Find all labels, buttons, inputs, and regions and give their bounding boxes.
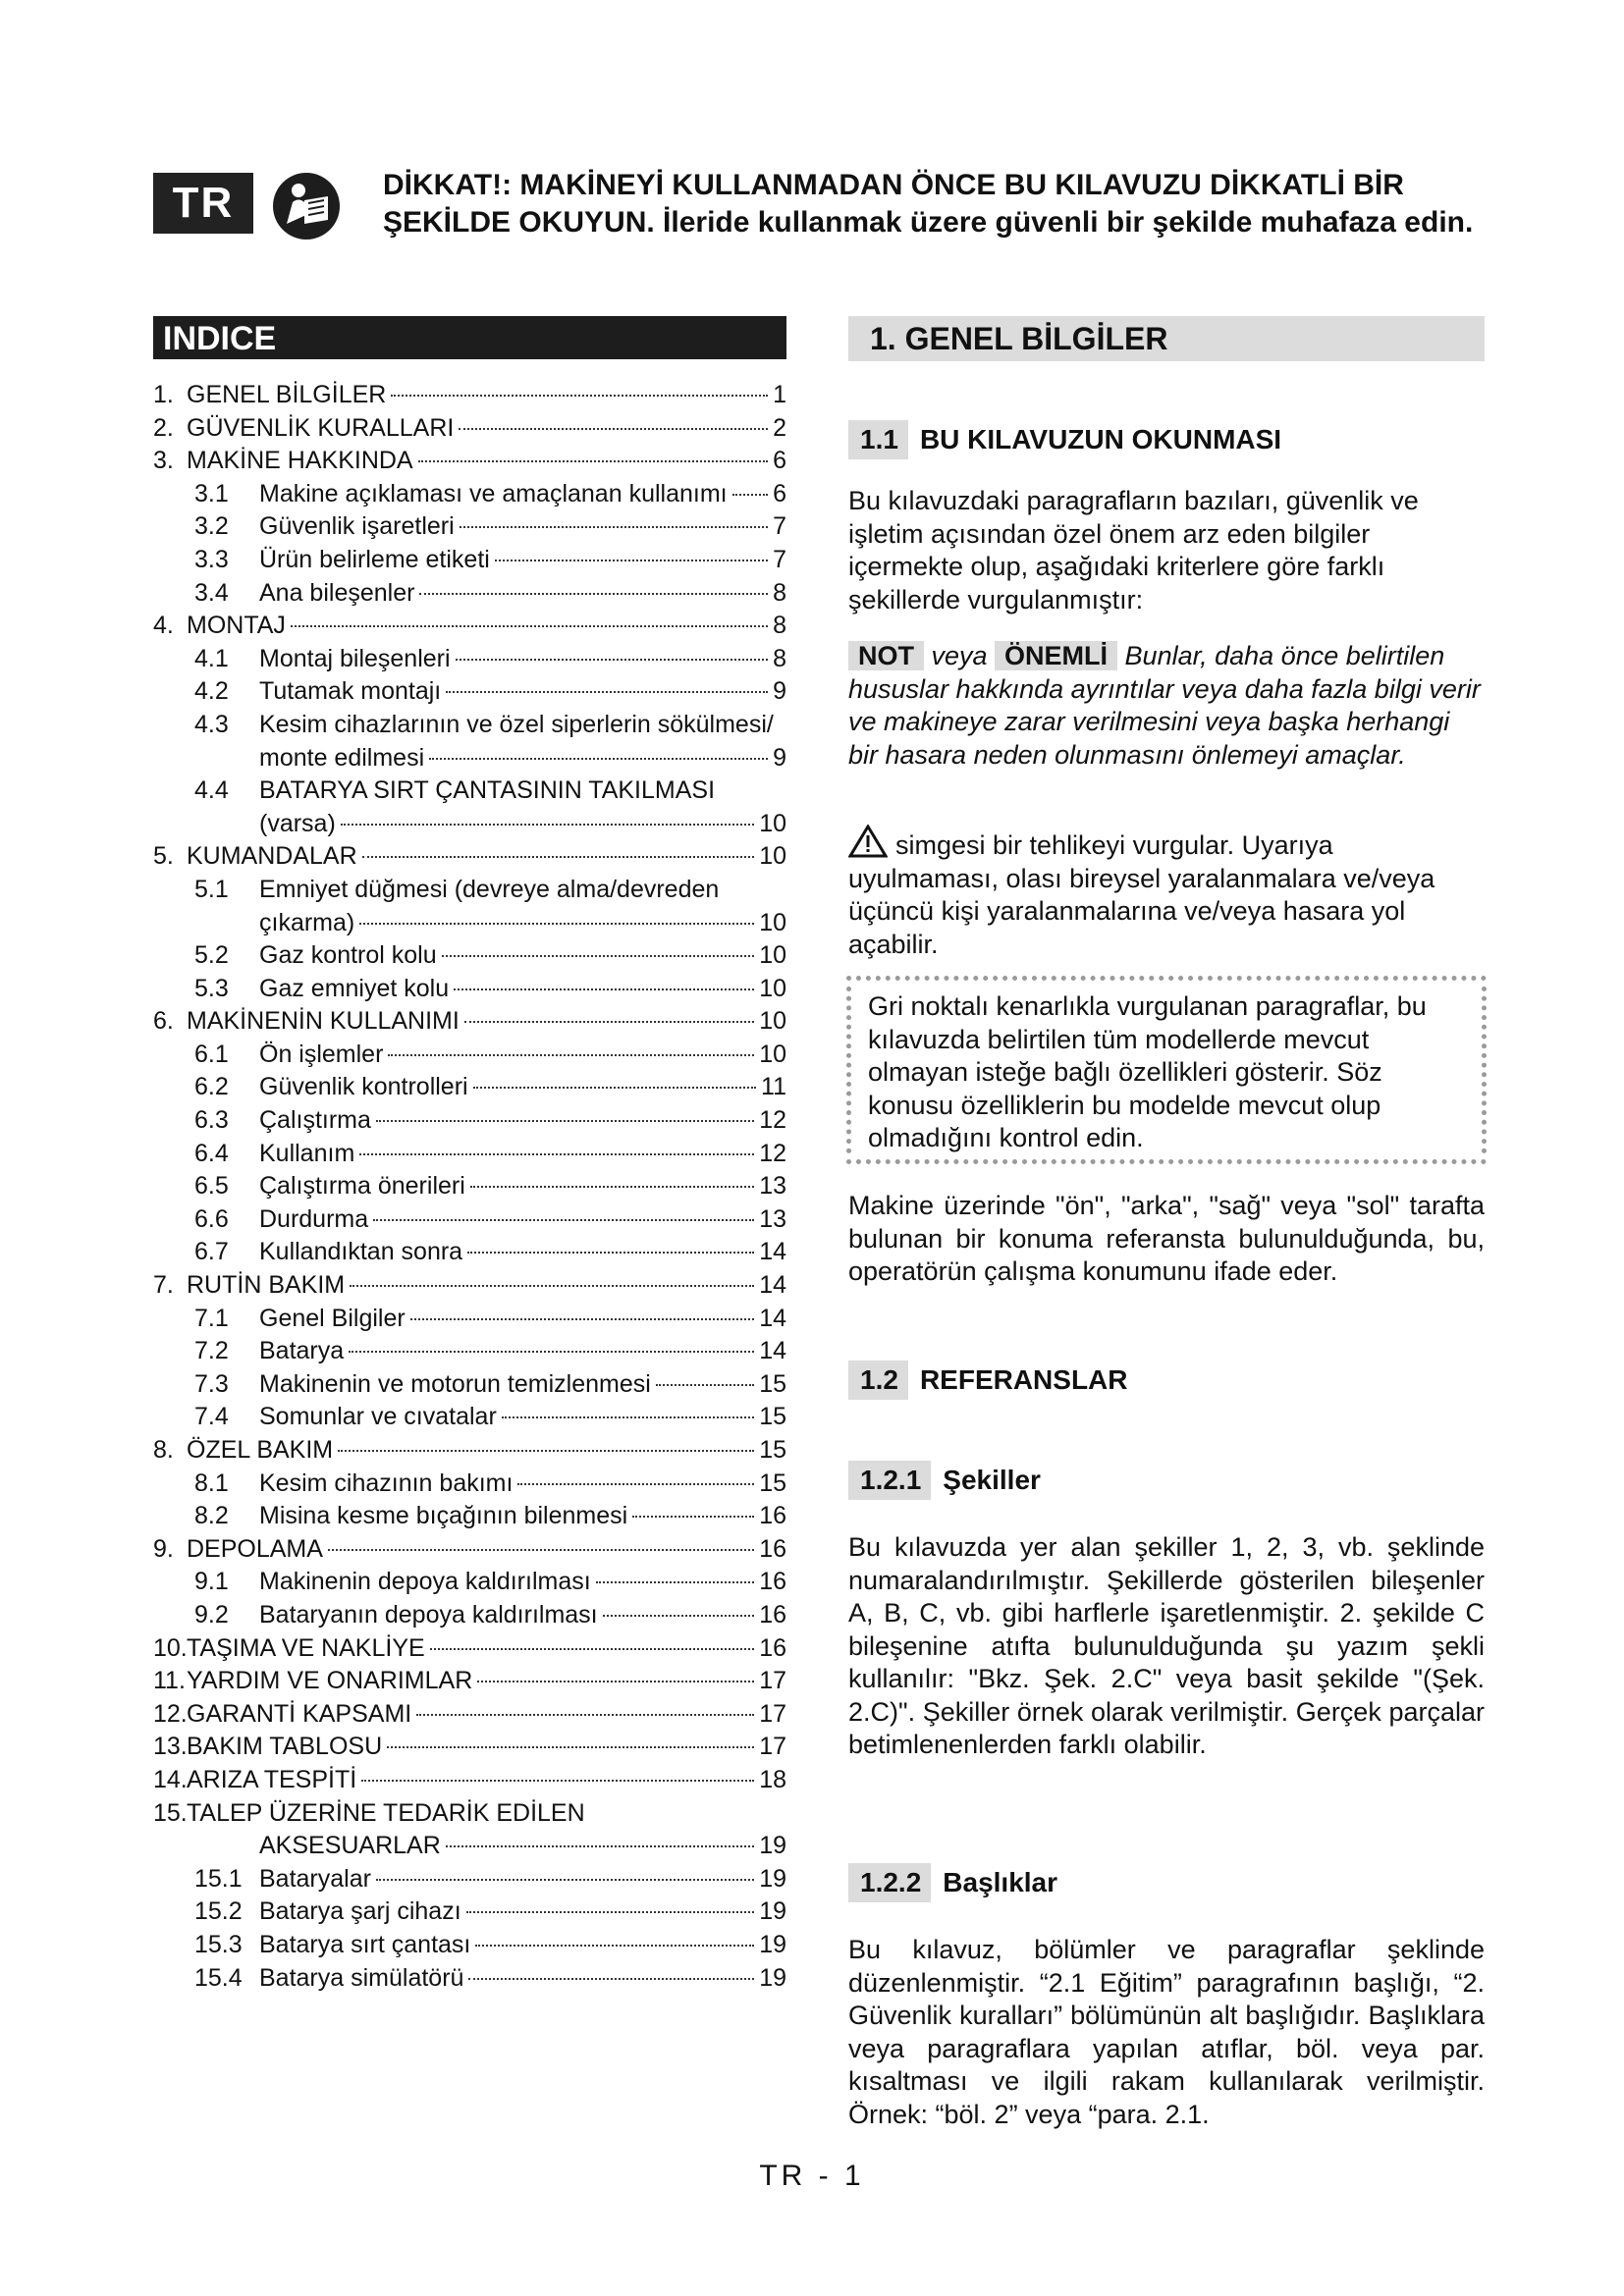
toc-entry bbox=[153, 1170, 786, 1203]
toc-entry-page: 15 bbox=[759, 1436, 786, 1464]
toc-entry bbox=[153, 1335, 786, 1368]
toc-entry-page: 10 bbox=[759, 809, 786, 837]
toc-entry-page: 17 bbox=[759, 1667, 786, 1695]
toc-leader-dots bbox=[338, 1450, 754, 1452]
toc-entry-number: 5.3 bbox=[194, 974, 229, 1002]
toc-entry-number: 4.3 bbox=[194, 710, 229, 738]
subsection-1-1-heading: 1.1 BU KILAVUZUN OKUNMASI bbox=[848, 420, 1281, 459]
toc-entry-title: Batarya sırt çantası bbox=[259, 1930, 471, 1958]
toc-entry-page: 8 bbox=[773, 644, 786, 672]
toc-entry bbox=[153, 1698, 786, 1732]
toc-entry-number: 7.4 bbox=[194, 1403, 229, 1431]
toc-leader-dots bbox=[517, 1483, 754, 1485]
toc-entry-number: 13. bbox=[153, 1733, 188, 1761]
toc-entry bbox=[153, 1203, 786, 1237]
toc-leader-dots bbox=[464, 1021, 754, 1023]
toc-entry bbox=[153, 907, 786, 940]
toc-entry-page: 19 bbox=[759, 1832, 786, 1860]
toc-entry bbox=[153, 1236, 786, 1269]
toc-entry-title: Somunlar ve cıvatalar bbox=[259, 1403, 497, 1431]
toc-entry bbox=[153, 1929, 786, 1962]
toc-entry-page: 17 bbox=[759, 1699, 786, 1728]
toc-entry-page: 13 bbox=[759, 1172, 786, 1201]
toc-leader-dots bbox=[361, 1780, 754, 1782]
toc-entry bbox=[153, 1138, 786, 1171]
toc-leader-dots bbox=[362, 856, 755, 858]
toc-leader-dots bbox=[391, 395, 768, 397]
toc-entry-title: Makine açıklaması ve amaçlanan kullanımı bbox=[259, 479, 728, 507]
toc-entry-page: 10 bbox=[759, 974, 786, 1002]
toc-entry-number: 11. bbox=[153, 1667, 186, 1695]
toc-entry-page: 1 bbox=[773, 381, 786, 408]
toc-entry-page: 10 bbox=[759, 842, 786, 871]
toc-entry bbox=[153, 1797, 786, 1831]
toc-entry bbox=[153, 1566, 786, 1599]
toc-entry-number: 15.3 bbox=[194, 1930, 243, 1958]
toc-entry bbox=[153, 874, 786, 907]
toc-leader-dots bbox=[502, 1416, 754, 1418]
toc-entry-title: Genel Bilgiler bbox=[259, 1304, 406, 1332]
toc-entry bbox=[153, 1468, 786, 1501]
toc-entry-title: ÖZEL BAKIM bbox=[187, 1436, 334, 1464]
toc-leader-dots bbox=[454, 988, 754, 990]
toc-entry bbox=[153, 478, 786, 511]
toc-entry-number: 6.7 bbox=[194, 1238, 229, 1266]
toc-entry-number: 6.4 bbox=[194, 1139, 229, 1167]
toc-entry-page: 8 bbox=[773, 578, 786, 607]
toc-entry-title: Makinenin depoya kaldırılması bbox=[259, 1568, 591, 1596]
toc-entry-number: 2. bbox=[153, 413, 174, 442]
toc-entry-title: Kullanım bbox=[259, 1139, 355, 1167]
toc-entry-number: 6.3 bbox=[194, 1106, 229, 1135]
optional-feature-text: Gri noktalı kenarlıkla vurgulanan paragraflar, bu kılavuzda belirtilen tüm modellerde mevcut olmayan isteğe bağlı özellikleri gösterir. Söz konusu özelliklerin bu modelde mevcut olup olmadığını kontrol edin. bbox=[868, 991, 1427, 1152]
toc-entry bbox=[153, 1269, 786, 1303]
toc-entry-title: Batarya şarj cihazı bbox=[259, 1897, 461, 1926]
toc-leader-dots bbox=[466, 1911, 755, 1913]
toc-entry-number: 15.1 bbox=[194, 1864, 243, 1893]
toc-entry bbox=[153, 1764, 786, 1797]
toc-entry bbox=[153, 1434, 786, 1468]
toc-entry-title: RUTİN BAKIM bbox=[187, 1271, 346, 1300]
toc-leader-dots bbox=[291, 625, 768, 627]
toc-entry bbox=[153, 1500, 786, 1533]
toc-entry-number: 4. bbox=[153, 612, 174, 640]
toc-entry-page: 15 bbox=[759, 1403, 786, 1431]
toc-leader-dots bbox=[477, 1681, 754, 1682]
toc-entry bbox=[153, 1368, 786, 1402]
toc-entry bbox=[153, 1830, 786, 1863]
section-title: 1. GENEL BİLGİLER bbox=[848, 316, 1485, 361]
toc-entry bbox=[153, 1896, 786, 1929]
page-number: TR - 1 bbox=[759, 2160, 865, 2192]
toc-entry-page: 8 bbox=[773, 612, 786, 640]
intro-paragraph: Bu kılavuzdaki paragrafların bazıları, güvenlik ve işletim açısından özel önem arz eden bilgiler içermekte olup, aşağıdaki kriterlere göre farklı şekillerde vurgulanmıştır: bbox=[848, 486, 1419, 614]
toc-entry-page: 16 bbox=[759, 1633, 786, 1662]
toc-entry-number: 3.1 bbox=[194, 479, 229, 507]
toc-entry bbox=[153, 742, 786, 775]
toc-entry-page: 17 bbox=[759, 1733, 786, 1761]
toc-leader-dots bbox=[442, 955, 755, 957]
toc-entry-title: BAKIM TABLOSU bbox=[187, 1733, 383, 1761]
toc-entry bbox=[153, 774, 786, 808]
toc-entry bbox=[153, 379, 786, 412]
toc-entry-number: 3.4 bbox=[194, 578, 229, 607]
toc-entry-title: Kullandıktan sonra bbox=[259, 1238, 463, 1266]
toc-leader-dots bbox=[467, 1252, 754, 1254]
toc-entry-number: 7.2 bbox=[194, 1337, 229, 1365]
toc-entry bbox=[153, 1401, 786, 1434]
toc-entry-page: 16 bbox=[759, 1568, 786, 1596]
toc-entry-page: 15 bbox=[759, 1369, 786, 1398]
toc-entry-title: TALEP ÜZERİNE TEDARİK EDİLEN bbox=[187, 1798, 585, 1827]
toc-entry-title: Güvenlik kontrolleri bbox=[259, 1073, 468, 1101]
toc-entry-number: 5.1 bbox=[194, 875, 229, 903]
toc-entry bbox=[153, 1731, 786, 1764]
toc-entry-title: (varsa) bbox=[259, 809, 336, 837]
toc-entry bbox=[153, 1533, 786, 1567]
toc-leader-dots bbox=[495, 560, 768, 561]
toc-entry-number: 15.4 bbox=[194, 1963, 243, 1992]
toc-entry-title: BATARYA SIRT ÇANTASININ TAKILMASI bbox=[259, 776, 716, 805]
toc-entry bbox=[153, 973, 786, 1006]
toc-entry-page: 14 bbox=[759, 1304, 786, 1332]
toc-entry-page: 19 bbox=[759, 1864, 786, 1893]
warning-paragraph: simgesi bir tehlikeyi vurgular. Uyarıya uyulmaması, olası bireysel yaralanmalara ve/veya üçüncü kişi yaralanmalarına ve/veya hasara yol açabilir. bbox=[848, 825, 1485, 961]
header-warning: DİKKAT!: MAKİNEYİ KULLANMADAN ÖNCE BU KILAVUZU DİKKATLİ BİR ŞEKİLDE OKUYUN. İleride kullanmak üzere güvenli bir şekilde muhafaza edin. bbox=[383, 169, 1474, 239]
toc-leader-dots bbox=[470, 1186, 754, 1188]
toc-leader-dots bbox=[446, 1845, 754, 1847]
toc-entry-number: 3. bbox=[153, 447, 174, 475]
toc-entry-title: Tutamak montajı bbox=[259, 677, 442, 706]
toc-leader-dots bbox=[341, 824, 754, 826]
toc-leader-dots bbox=[603, 1615, 755, 1617]
toc-entry-title: Gaz kontrol kolu bbox=[259, 941, 437, 970]
toc-leader-dots bbox=[459, 428, 768, 430]
toc-entry-title: çıkarma) bbox=[259, 908, 355, 936]
warning-triangle-icon bbox=[848, 825, 888, 858]
toc-entry bbox=[153, 544, 786, 577]
toc-entry-title: Ön işlemler bbox=[259, 1040, 384, 1068]
toc-entry-title: KUMANDALAR bbox=[187, 842, 357, 871]
toc-leader-dots bbox=[468, 1978, 754, 1980]
toc-entry-page: 19 bbox=[759, 1897, 786, 1926]
toc-entry-title: Bataryalar bbox=[259, 1864, 371, 1893]
toc-entry-title: monte edilmesi bbox=[259, 743, 425, 772]
subsection-1-2-1-heading: 1.2.1 Şekiller bbox=[848, 1461, 1041, 1500]
toc-leader-dots bbox=[429, 758, 768, 760]
toc-leader-dots bbox=[656, 1384, 754, 1386]
toc-entry-number: 7. bbox=[153, 1271, 174, 1300]
toc-entry-page: 16 bbox=[759, 1502, 786, 1530]
toc-leader-dots bbox=[632, 1516, 754, 1518]
toc-entry bbox=[153, 840, 786, 874]
toc-leader-dots bbox=[596, 1581, 755, 1583]
toc-entry-page: 9 bbox=[773, 677, 786, 706]
toc-entry-title: Emniyet düğmesi (devreye alma/devreden bbox=[259, 875, 720, 903]
toc-entry-title: AKSESUARLAR bbox=[259, 1832, 441, 1860]
toc-entry-page: 14 bbox=[759, 1271, 786, 1300]
toc-entry-number: 8. bbox=[153, 1436, 174, 1464]
toc-entry bbox=[153, 1303, 786, 1336]
toc-entry-title: DEPOLAMA bbox=[187, 1534, 323, 1563]
toc-entry-page: 16 bbox=[759, 1600, 786, 1629]
toc-leader-dots bbox=[418, 460, 768, 462]
toc-entry-number: 6.6 bbox=[194, 1204, 229, 1233]
toc-leader-dots bbox=[376, 1120, 754, 1122]
read-manual-icon bbox=[271, 171, 342, 241]
toc-entry bbox=[153, 1005, 786, 1039]
toc-entry-title: Kesim cihazının bakımı bbox=[259, 1468, 514, 1497]
toc-entry bbox=[153, 1104, 786, 1138]
toc-entry-number: 4.1 bbox=[194, 644, 229, 672]
toc-entry-page: 19 bbox=[759, 1930, 786, 1958]
toc-entry bbox=[153, 610, 786, 643]
toc-entry-page: 19 bbox=[759, 1963, 786, 1992]
index-title: INDICE bbox=[153, 316, 786, 359]
toc-entry bbox=[153, 709, 786, 742]
toc-entry-number: 8.2 bbox=[194, 1502, 229, 1530]
toc-leader-dots bbox=[456, 659, 769, 661]
toc-entry bbox=[153, 1632, 786, 1666]
important-tag: ÖNEMLİ bbox=[995, 641, 1117, 670]
toc-entry-number: 3.3 bbox=[194, 545, 229, 573]
toc-entry-title: Çalıştırma önerileri bbox=[259, 1172, 465, 1201]
toc-entry-page: 15 bbox=[759, 1468, 786, 1497]
toc-entry-number: 3.2 bbox=[194, 512, 229, 541]
toc-entry-number: 9.2 bbox=[194, 1600, 229, 1629]
toc-entry-page: 6 bbox=[773, 479, 786, 507]
toc-entry-number: 8.1 bbox=[194, 1468, 229, 1497]
toc-entry-title: MAKİNE HAKKINDA bbox=[187, 447, 413, 475]
toc-entry-title: Gaz emniyet kolu bbox=[259, 974, 450, 1002]
toc-leader-dots bbox=[473, 1087, 756, 1089]
toc-entry bbox=[153, 808, 786, 841]
toc-entry-number: 9. bbox=[153, 1534, 174, 1563]
toc-entry-page: 16 bbox=[759, 1534, 786, 1563]
toc-entry-page: 13 bbox=[759, 1204, 786, 1233]
toc-leader-dots bbox=[376, 1879, 754, 1881]
toc-leader-dots bbox=[349, 1351, 754, 1353]
toc-entry-number: 6.5 bbox=[194, 1172, 229, 1201]
toc-entry-title: Çalıştırma bbox=[259, 1106, 371, 1135]
toc-entry-page: 14 bbox=[759, 1238, 786, 1266]
toc-entry bbox=[153, 445, 786, 478]
table-of-contents bbox=[153, 379, 786, 1995]
toc-leader-dots bbox=[328, 1549, 754, 1551]
toc-entry-number: 15. bbox=[153, 1798, 188, 1827]
toc-entry-page: 14 bbox=[759, 1337, 786, 1365]
toc-entry-page: 9 bbox=[773, 743, 786, 772]
toc-entry-title: GARANTİ KAPSAMI bbox=[187, 1699, 412, 1728]
subsection-1-2-2-heading: 1.2.2 Başlıklar bbox=[848, 1863, 1057, 1902]
language-badge: TR bbox=[153, 173, 253, 234]
toc-entry-page: 2 bbox=[773, 413, 786, 442]
note-tag: NOT bbox=[848, 641, 924, 670]
toc-entry-page: 10 bbox=[759, 1007, 786, 1036]
toc-leader-dots bbox=[430, 1648, 755, 1650]
position-paragraph: Makine üzerinde "ön", "arka", "sağ" veya "sol" tarafta bulunan bir konuma referansta bulunulduğunda, bu, operatörün çalışma konumunu ifade eder. bbox=[848, 1191, 1485, 1286]
toc-entry-title: Bataryanın depoya kaldırılması bbox=[259, 1600, 598, 1629]
toc-leader-dots bbox=[446, 691, 768, 693]
toc-entry-title: Misina kesme bıçağının bilenmesi bbox=[259, 1502, 628, 1530]
toc-leader-dots bbox=[475, 1945, 754, 1947]
toc-leader-dots bbox=[350, 1285, 754, 1287]
toc-entry bbox=[153, 1863, 786, 1896]
toc-entry-number: 7.3 bbox=[194, 1369, 229, 1398]
toc-entry-number: 6.2 bbox=[194, 1073, 229, 1101]
toc-entry-number: 14. bbox=[153, 1765, 188, 1793]
toc-entry-title: Makinenin ve motorun temizlenmesi bbox=[259, 1369, 651, 1398]
toc-entry-number: 4.4 bbox=[194, 776, 229, 805]
toc-entry bbox=[153, 1039, 786, 1072]
toc-leader-dots bbox=[359, 1153, 754, 1155]
headings-paragraph: Bu kılavuz, bölümler ve paragraflar şeklinde düzenlenmiştir. “2.1 Eğitim” paragrafının başlığı, “2. Güvenlik kuralları” bölümünün alt başlığıdır. Başlıklara veya paragraflara yapılan atıflar, böl. veya par. kısaltması ve ilgili rakam kullanılarak verilmiştir. Örnek: “böl. 2” veya “para. 2.1. bbox=[848, 1935, 1485, 2129]
toc-leader-dots bbox=[410, 1318, 755, 1320]
toc-entry-number: 5.2 bbox=[194, 941, 229, 970]
toc-entry-number: 5. bbox=[153, 842, 174, 871]
toc-entry-page: 12 bbox=[759, 1106, 786, 1135]
toc-entry bbox=[153, 412, 786, 446]
toc-entry-number: 4.2 bbox=[194, 677, 229, 706]
toc-entry-title: Güvenlik işaretleri bbox=[259, 512, 455, 541]
toc-leader-dots bbox=[373, 1219, 754, 1221]
toc-entry bbox=[153, 1599, 786, 1632]
toc-entry-page: 18 bbox=[759, 1765, 786, 1793]
toc-entry bbox=[153, 577, 786, 611]
toc-entry bbox=[153, 675, 786, 709]
toc-entry-title: Kesim cihazlarının ve özel siperlerin sökülmesi/ bbox=[259, 710, 774, 738]
toc-entry-title: Montaj bileşenleri bbox=[259, 644, 451, 672]
toc-entry bbox=[153, 1665, 786, 1698]
toc-entry-number: 6. bbox=[153, 1007, 174, 1036]
toc-entry-number: 6.1 bbox=[194, 1040, 229, 1068]
toc-entry-page: 7 bbox=[773, 545, 786, 573]
toc-entry-number: 10. bbox=[153, 1633, 188, 1662]
toc-entry-page: 10 bbox=[759, 941, 786, 970]
toc-entry-number: 15.2 bbox=[194, 1897, 243, 1926]
toc-entry-title: MONTAJ bbox=[187, 612, 286, 640]
toc-entry-title: TAŞIMA VE NAKLİYE bbox=[187, 1633, 425, 1662]
toc-entry-page: 12 bbox=[759, 1139, 786, 1167]
toc-entry-title: GENEL BİLGİLER bbox=[187, 381, 387, 408]
toc-entry bbox=[153, 1962, 786, 1996]
toc-leader-dots bbox=[359, 923, 754, 925]
toc-entry-title: Batarya simülatörü bbox=[259, 1963, 464, 1992]
toc-entry bbox=[153, 643, 786, 676]
toc-entry-page: 11 bbox=[761, 1073, 786, 1101]
toc-leader-dots bbox=[416, 1714, 754, 1716]
toc-entry-title: GÜVENLİK KURALLARI bbox=[187, 413, 455, 442]
figures-paragraph: Bu kılavuzda yer alan şekiller 1, 2, 3, vb. şeklinde numaralandırılmıştır. Şekillerde gösterilen bileşenler A, B, C, vb. gibi harflerle işaretlenmiştir. 2. şekilde C bileşenine atıfta bulunulduğunda şu yazım şekli kullanılır: "Bkz. Şek. 2.C" veya basit şekilde "(Şek. 2.C)". Şekiller örnek olarak verilmiştir. Gerçek parçalar betimlenenlerden farklı olabilir. bbox=[848, 1532, 1485, 1759]
note-paragraph: NOT veya ÖNEMLİ Bunlar, daha önce belirtilen hususlar hakkında ayrıntılar veya daha fazla bilgi verir ve makineye zarar verilmesini veya başka herhangi bir hasara neden olunmasını önlemeyi amaçlar. bbox=[848, 641, 1481, 770]
subsection-1-2-heading: 1.2 REFERANSLAR bbox=[848, 1361, 1128, 1400]
toc-entry bbox=[153, 939, 786, 973]
toc-entry-number: 12. bbox=[153, 1699, 188, 1728]
toc-leader-dots bbox=[419, 593, 768, 595]
toc-entry-title: MAKİNENİN KULLANIMI bbox=[187, 1007, 460, 1036]
toc-entry-number: 7.1 bbox=[194, 1304, 229, 1332]
toc-entry-number: 1. bbox=[153, 381, 174, 408]
toc-entry bbox=[153, 510, 786, 544]
toc-leader-dots bbox=[460, 526, 768, 528]
toc-leader-dots bbox=[387, 1746, 754, 1748]
toc-entry-title: Batarya bbox=[259, 1337, 345, 1365]
toc-entry-page: 10 bbox=[759, 1040, 786, 1068]
toc-entry-number: 9.1 bbox=[194, 1568, 229, 1596]
toc-entry-title: ARIZA TESPİTİ bbox=[187, 1765, 357, 1793]
toc-leader-dots bbox=[732, 494, 768, 496]
toc-entry-title: Durdurma bbox=[259, 1204, 369, 1233]
toc-entry-page: 7 bbox=[773, 512, 786, 541]
toc-leader-dots bbox=[388, 1054, 754, 1056]
toc-entry-title: Ürün belirleme etiketi bbox=[259, 545, 490, 573]
toc-entry-title: Ana bileşenler bbox=[259, 578, 415, 607]
optional-feature-box bbox=[846, 976, 1487, 1164]
toc-entry-page: 6 bbox=[773, 447, 786, 475]
toc-entry-page: 10 bbox=[759, 908, 786, 936]
toc-entry bbox=[153, 1071, 786, 1104]
toc-entry-title: YARDIM VE ONARIMLAR bbox=[187, 1667, 473, 1695]
